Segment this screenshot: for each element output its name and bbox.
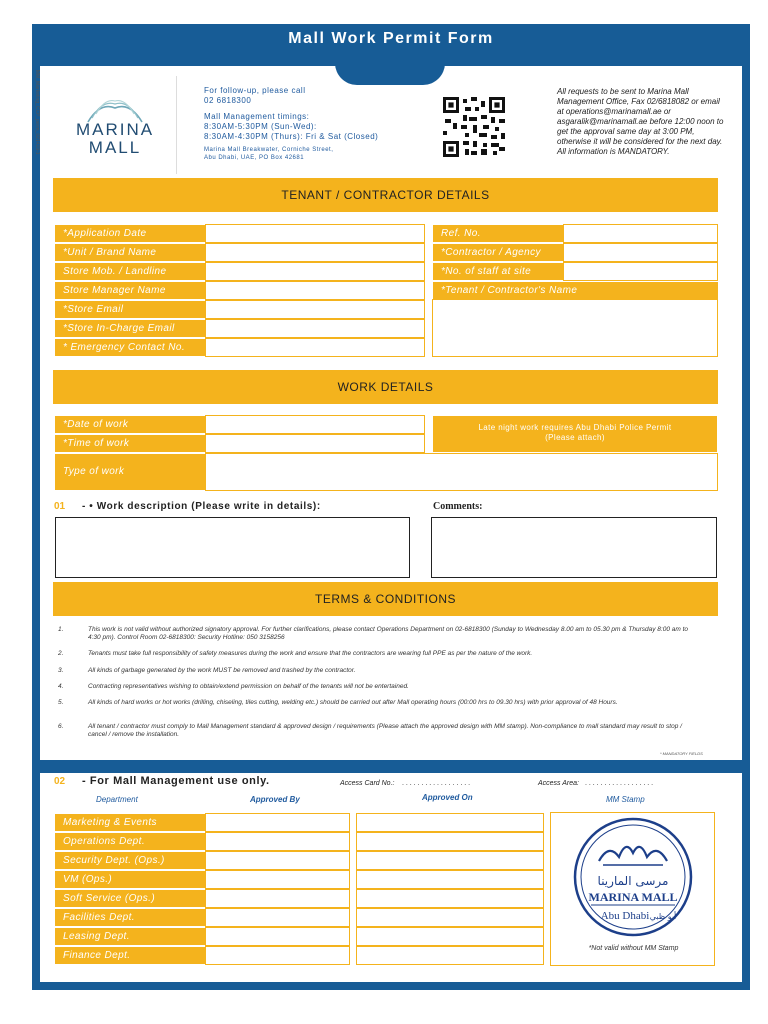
field-emergency-contact[interactable]	[205, 338, 425, 357]
police-permit-note	[433, 416, 717, 452]
timings-heading: Mall Management timings:	[204, 112, 310, 121]
form-title: Mall Work Permit Form	[288, 30, 494, 47]
approved-on-marketing[interactable]	[356, 813, 544, 832]
label-store-manager: Store Manager Name	[55, 282, 205, 299]
label-date-of-work: *Date of work	[55, 416, 205, 433]
qr-code-icon[interactable]	[443, 97, 505, 157]
term-text: This work is not valid without authorized signatory approval. For further clarifications, please contact Operations Department on 02-6818300 (Sunday to Wednesday 8.00 am to 05.30 pm & Thursday 8:00 am to 4:30 pm). Control Room 02-6818300: Security Hotline: 050 3158256	[88, 626, 689, 641]
dept-finance: Finance Dept.	[55, 947, 205, 964]
stamp-city-text: Abu Dhabi	[600, 910, 650, 922]
approved-on-operations[interactable]	[356, 832, 544, 851]
field-store-email[interactable]	[205, 300, 425, 319]
stamp-validity-note: *Not valid without MM Stamp	[588, 945, 679, 952]
terms-section-header: TERMS & CONDITIONS	[53, 582, 718, 616]
label-application-date: *Application Date	[55, 225, 205, 242]
followup-phone: 02 6818300	[204, 96, 252, 105]
logo-text-line2: MALL	[88, 138, 142, 157]
mm-stamp-box[interactable]	[550, 812, 715, 966]
stamp-name-text: MARINA MALL	[588, 890, 678, 904]
management-heading: - For Mall Management use only.	[82, 775, 270, 787]
address-line2: Abu Dhabi, UAE, PO Box 42681	[204, 155, 305, 161]
marina-mall-stamp-icon	[551, 813, 716, 943]
approved-by-soft-service[interactable]	[205, 889, 350, 908]
mandatory-fields-note: * MANDATORY FIELDS	[660, 751, 703, 756]
label-store-email: *Store Email	[55, 301, 205, 318]
term-number: 6.	[58, 723, 64, 730]
access-area-dots[interactable]: . . . . . . . . . . . . . . . . . .	[585, 780, 654, 787]
header-divider	[176, 76, 177, 174]
requests-note: All requests to be sent to Marina Mall Management Office, Fax 02/6818082 or email at operations@marinamall.ae or asgaralik@marinamall.ae before 12:00 noon to get the approval same day at 3:00 PM, otherwise it will be considered for the next day. All information is MANDATORY.	[557, 87, 724, 156]
term-text: All kinds of hard works or hot works (drilling, chiseling, tiles cutting, welding etc.) should be carried out after Mall operating hours (00:00 hrs to 09.30 hrs) with prior approval of 48 Hours.	[88, 699, 618, 706]
section-number-02: 02	[54, 776, 66, 787]
field-application-date[interactable]	[205, 224, 425, 243]
dept-marketing: Marketing & Events	[55, 814, 205, 831]
approved-by-security[interactable]	[205, 851, 350, 870]
dept-leasing: Leasing Dept.	[55, 928, 205, 945]
stamp-city-arabic-text: أبو ظبي	[649, 912, 677, 921]
approved-by-leasing[interactable]	[205, 927, 350, 946]
field-time-of-work[interactable]	[205, 434, 425, 453]
dept-security: Security Dept. (Ops.)	[55, 852, 205, 869]
stamp-arabic-text: مرسى المارينا	[597, 874, 669, 888]
term-text: All kinds of garbage generated by the work MUST be removed and trashed by the contractor.	[88, 667, 356, 674]
column-approved-by: Approved By	[250, 795, 300, 804]
term-text: All tenant / contractor must comply to Mall Management standard & approved design / requirements (Please attach the approved design with MM stamp). Non-compliance to mall standard may result to stop / cancel / remove the installation.	[88, 723, 682, 738]
marina-mall-logo	[70, 90, 160, 160]
followup-line1: For follow-up, please call	[204, 86, 306, 95]
access-card-dots[interactable]: . . . . . . . . . . . . . . . . . .	[402, 780, 471, 787]
comments-box[interactable]	[431, 517, 717, 578]
field-contractor-agency[interactable]	[563, 243, 718, 262]
term-number: 2.	[58, 650, 64, 657]
police-permit-line2: (Please attach)	[545, 433, 605, 442]
label-contractor-agency: *Contractor / Agency	[433, 244, 563, 261]
comments-label: Comments:	[433, 501, 483, 512]
label-time-of-work: *Time of work	[55, 435, 205, 452]
access-card-label: Access Card No.:	[340, 780, 395, 787]
label-tenant-contractor-name: *Tenant / Contractor's Name	[433, 282, 718, 299]
field-store-mobile[interactable]	[205, 262, 425, 281]
access-area-label: Access Area:	[538, 780, 579, 787]
term-number: 4.	[58, 683, 64, 690]
field-unit-brand[interactable]	[205, 243, 425, 262]
approved-on-finance[interactable]	[356, 946, 544, 965]
work-description-box[interactable]	[55, 517, 410, 578]
label-unit-brand: *Unit / Brand Name	[55, 244, 205, 261]
approved-on-soft-service[interactable]	[356, 889, 544, 908]
label-ref-no: Ref. No.	[433, 225, 563, 242]
header-notch	[335, 63, 445, 85]
followup-info	[204, 86, 378, 162]
tenant-section-header: TENANT / CONTRACTOR DETAILS	[53, 178, 718, 212]
approved-by-marketing[interactable]	[205, 813, 350, 832]
term-text: Contracting representatives wishing to obtain/extend permission on behalf of the tenants will not be entertained.	[88, 683, 409, 690]
approved-on-facilities[interactable]	[356, 908, 544, 927]
field-ref-no[interactable]	[563, 224, 718, 243]
field-date-of-work[interactable]	[205, 415, 425, 434]
column-mm-stamp: MM Stamp	[606, 795, 645, 804]
label-store-mobile: Store Mob. / Landline	[55, 263, 205, 280]
approved-by-vm[interactable]	[205, 870, 350, 889]
timings-line2: 8:30AM-4:30PM (Thurs): Fri & Sat (Closed)	[204, 132, 379, 141]
side-code: MM_Marketing_CCP_perm_021419-1	[34, 70, 40, 155]
column-approved-on: Approved On	[422, 793, 473, 802]
approved-by-finance[interactable]	[205, 946, 350, 965]
field-tenant-contractor-name[interactable]	[432, 299, 718, 357]
work-description-label: - • Work description (Please write in details):	[82, 501, 321, 512]
logo-text-line1: MARINA	[75, 120, 155, 139]
police-permit-line1: Late night work requires Abu Dhabi Police Permit	[478, 423, 672, 432]
field-type-of-work[interactable]	[205, 453, 718, 491]
approved-on-vm[interactable]	[356, 870, 544, 889]
section-number-01: 01	[54, 501, 66, 512]
work-section-header: WORK DETAILS	[53, 370, 718, 404]
dept-vm: VM (Ops.)	[55, 871, 205, 888]
approved-on-leasing[interactable]	[356, 927, 544, 946]
term-text: Tenants must take full responsibility of safety measures during the work and ensure that the contractors are wearing full PPE as per the nature of the work.	[88, 650, 533, 657]
column-department: Department	[96, 795, 138, 804]
dept-soft-service: Soft Service (Ops.)	[55, 890, 205, 907]
dept-facilities: Facilities Dept.	[55, 909, 205, 926]
field-incharge-email[interactable]	[205, 319, 425, 338]
label-emergency-contact: * Emergency Contact No.	[55, 339, 205, 356]
address-line1: Marina Mall Breakwater, Corniche Street,	[204, 147, 334, 153]
field-store-manager[interactable]	[205, 281, 425, 300]
approved-on-security[interactable]	[356, 851, 544, 870]
label-staff-count: *No. of staff at site	[433, 263, 563, 280]
approved-by-operations[interactable]	[205, 832, 350, 851]
term-number: 1.	[58, 626, 64, 633]
term-number: 3.	[58, 667, 64, 674]
approved-by-facilities[interactable]	[205, 908, 350, 927]
field-staff-count[interactable]	[563, 262, 718, 281]
label-incharge-email: *Store In-Charge Email	[55, 320, 205, 337]
term-number: 5.	[58, 699, 64, 706]
label-type-of-work: Type of work	[55, 454, 205, 490]
dept-operations: Operations Dept.	[55, 833, 205, 850]
timings-line1: 8:30AM-5:30PM (Sun-Wed):	[204, 122, 317, 131]
